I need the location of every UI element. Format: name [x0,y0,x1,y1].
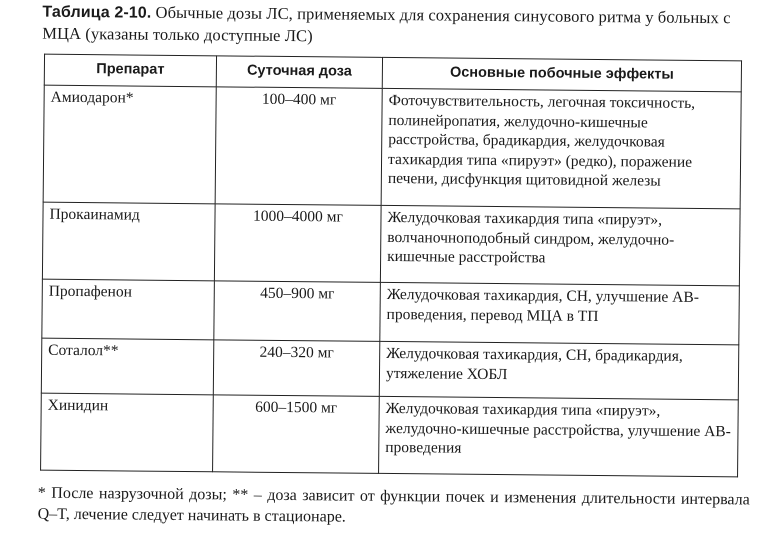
table-row [42,279,740,345]
side-effects-cell: Желудочковая тахикардия типа «пируэт», желудочно-кишечные расстройства, улучшение АВ-проведения [379,396,739,476]
column-header-drug: Препарат [44,54,216,87]
drug-name-cell: Пропафенон [42,279,215,340]
table-row [42,202,740,286]
table-row [43,85,741,209]
table-row [41,393,739,477]
drug-dose-table [40,54,742,478]
drug-name-cell: Хинидин [41,393,214,472]
side-effects-cell: Желудочковая тахикардия, СН, улучшение АВ-проведения, перевод МЦА в ТП [380,282,740,344]
daily-dose-cell: 240–320 мг [213,340,380,397]
column-header-effects: Основные побочные эффекты [382,57,741,91]
column-header-dose: Суточная доза [216,56,382,89]
table-title: Обычные дозы ЛС, применяемых для сохранения синусового ритма у больных с МЦА (указаны только доступные ЛС) [42,2,731,46]
table-caption [42,1,752,51]
table-footnote: * После назрузочной дозы; ** – доза зависит от функции почек и изменения длительности интервала Q–T, лечение следует начинать в стационаре. [37,484,750,526]
table-number: Таблица 2-10. [42,3,152,22]
side-effects-cell: Желудочковая тахикардия, СН, брадикардия, утяжеление ХОБЛ [379,341,739,399]
daily-dose-cell: 1000–4000 мг [214,204,381,283]
side-effects-cell: Фоточувствительность, легочная токсичность, полинейропатия, желудочно-кишечные расстройства, брадикардия, желудочковая тахикардия типа «пируэт» (редко), поражение печени, дисфункция щитовидной железы [381,88,741,208]
table-row [41,338,738,400]
daily-dose-cell: 450–900 мг [214,281,381,342]
daily-dose-cell: 100–400 мг [215,87,382,206]
drug-name-cell: Прокаинамид [42,202,215,281]
drug-name-cell: Соталол** [41,338,214,395]
daily-dose-cell: 600–1500 мг [213,395,380,474]
side-effects-cell: Желудочковая тахикардия типа «пируэт», волчаночноподобный синдром, желудочно-кишечные расстройства [380,205,740,285]
drug-name-cell: Амиодарон* [43,85,216,204]
